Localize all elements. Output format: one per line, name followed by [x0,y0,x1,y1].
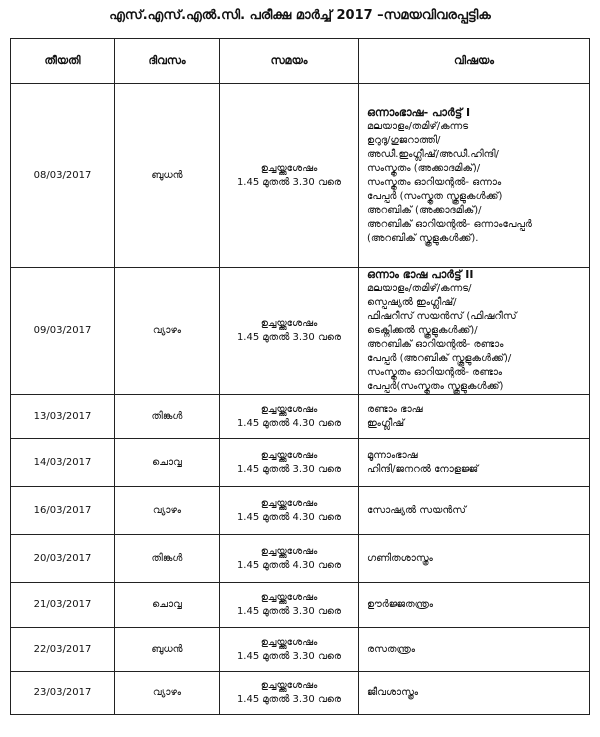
exam-day: വ്യാഴം [115,268,220,395]
exam-date: 21/03/2017 [11,583,115,628]
exam-date: 09/03/2017 [11,268,115,395]
exam-time [220,583,359,628]
subject-line: അറബിക് ഓറിയന്റൽ- രണ്ടാം [367,339,504,350]
header-date: തീയതി [11,39,115,84]
header-row [11,39,590,84]
exam-time [220,672,359,715]
exam-day: ബുധൻ [115,84,220,268]
page-title: എസ്.എസ്.എൽ.സി. പരീക്ഷ മാർച്ച് 2017 –സമയവിവരപ്പട്ടിക [109,8,491,23]
exam-day: ചൊവ്വ [115,439,220,487]
exam-date: 22/03/2017 [11,628,115,672]
subject-line: ജീവശാസ്ത്രം [367,687,419,698]
exam-time [220,535,359,583]
exam-subject [359,535,590,583]
subject-line: മലയാളം/തമിഴ്/കന്നട [367,120,469,132]
subject-line: ഊർജ്ജതന്ത്രം [367,599,434,610]
header-day: ദിവസം [115,39,220,84]
exam-time-line: 1.45 മുതൽ 3.30 വരെ [236,650,342,662]
exam-date: 14/03/2017 [11,439,115,487]
subject-line: പേപ്പർ (സംസ്കൃത സ്കൂളുകൾക്ക്) [367,190,503,202]
exam-day: ചൊവ്വ [115,583,220,628]
exam-time-line: ഉച്ചയ്ക്കുശേഷം [260,403,318,415]
exam-date: 08/03/2017 [11,84,115,268]
exam-day: വ്യാഴം [115,672,220,715]
subject-line: സംസ്കൃതം ഓറിയന്റൽ- ഒന്നാം [367,176,502,188]
exam-time-line: 1.45 മുതൽ 3.30 വരെ [236,332,342,343]
exam-time-line: ഉച്ചയ്ക്കുശേഷം [260,680,318,691]
exam-subject [359,628,590,672]
subject-line: രസതന്ത്രം [367,643,416,655]
exam-time-line: 1.45 മുതൽ 4.30 വരെ [236,511,342,523]
subject-line: സംസ്കൃതം ഓറിയന്റൽ- രണ്ടാം [367,367,503,378]
table-row [11,487,590,535]
exam-time-line: 1.45 മുതൽ 3.30 വരെ [236,463,342,475]
subject-line: ഉറുദു/ഗുജറാത്തി/ [367,134,441,146]
exam-time-line: 1.45 മുതൽ 3.30 വരെ [236,176,342,188]
subject-line: പേപ്പർ (അറബിക് സ്കൂളുകൾക്ക്)/ [367,353,512,364]
table-row [11,84,590,268]
exam-subject [359,672,590,715]
subject-line: ഗണിതശാസ്ത്രം [367,552,433,564]
subject-line: ടെക്നിക്കൽ സ്കൂളുകൾക്ക്)/ [367,325,478,336]
subject-line: മലയാളം/തമിഴ്/കന്നട/ [367,283,472,294]
exam-time-line: ഉച്ചയ്ക്കുശേഷം [260,162,318,174]
subject-line: (അറബിക് സ്കൂളുകൾക്ക്). [367,232,479,244]
subject-line: പേപ്പർ(സംസ്കൃതം സ്കൂളുകൾക്ക്) [367,381,504,392]
exam-time-line: ഉച്ചയ്ക്കുശേഷം [260,449,318,461]
header-subject: വിഷയം [359,39,590,84]
exam-day: തിങ്കൾ [115,395,220,439]
exam-time [220,395,359,439]
exam-date: 23/03/2017 [11,672,115,715]
table-row [11,268,590,395]
exam-subject [359,268,590,395]
exam-time-line: 1.45 മുതൽ 3.30 വരെ [236,694,342,705]
subject-line: സോഷ്യൽ സയൻസ് [367,504,466,516]
exam-time-line: 1.45 മുതൽ 3.30 വരെ [236,606,342,617]
exam-day: ബുധൻ [115,628,220,672]
table-row [11,672,590,715]
subject-line: ഹിന്ദി/ജനറൽ നോളജ്ജ് [367,463,479,475]
exam-time [220,628,359,672]
exam-time [220,439,359,487]
table-row [11,583,590,628]
table-row [11,535,590,583]
subject-line: അഡീ.ഇംഗ്ലീഷ്/അഡീ.ഹിന്ദി/ [367,148,499,160]
exam-date: 13/03/2017 [11,395,115,439]
exam-day: വ്യാഴം [115,487,220,535]
exam-date: 16/03/2017 [11,487,115,535]
exam-subject [359,395,590,439]
exam-time-line: ഉച്ചയ്ക്കുശേഷം [260,592,318,603]
subject-line: അറബിക് ഓറിയന്റൽ- ഒന്നാംപേപ്പർ [367,218,532,230]
timetable [10,38,590,715]
table-row [11,395,590,439]
subject-line: അറബിക് (അക്കാദമിക്)/ [367,204,482,216]
subject-line: സ്പെഷ്യൽ ഇംഗ്ലീഷ്/ [367,297,457,308]
exam-time [220,268,359,395]
timetable-body [11,84,590,715]
exam-subject [359,583,590,628]
subject-line: മൂന്നാംഭാഷ [367,449,418,461]
exam-time [220,487,359,535]
table-row [11,439,590,487]
exam-subject [359,84,590,268]
exam-time-line: 1.45 മുതൽ 4.30 വരെ [236,559,342,571]
exam-time-line: ഉച്ചയ്ക്കുശേഷം [260,545,318,557]
exam-time [220,84,359,268]
exam-time-line: ഉച്ചയ്ക്കുശേഷം [260,636,318,648]
exam-day: തിങ്കൾ [115,535,220,583]
subject-line: സംസ്കൃതം (അക്കാദമിക്)/ [367,162,481,174]
subject-line: ഫിഷറീസ് സയൻസ് (ഫിഷറീസ് [367,311,517,322]
exam-subject [359,487,590,535]
table-row [11,628,590,672]
subject-line: രണ്ടാം ഭാഷ [367,403,423,415]
exam-time-line: 1.45 മുതൽ 4.30 വരെ [236,417,342,429]
exam-time-line: ഉച്ചയ്ക്കുശേഷം [260,497,318,509]
exam-date: 20/03/2017 [11,535,115,583]
exam-subject [359,439,590,487]
header-time: സമയം [220,39,359,84]
subject-heading: ഒന്നാംഭാഷ- പാർട്ട് I [367,105,471,119]
subject-heading: ഒന്നാം ഭാഷ പാർട്ട് II [367,268,474,281]
exam-time-line: ഉച്ചയ്ക്കുശേഷം [260,318,318,329]
subject-line: ഇംഗ്ലീഷ് [367,417,405,429]
